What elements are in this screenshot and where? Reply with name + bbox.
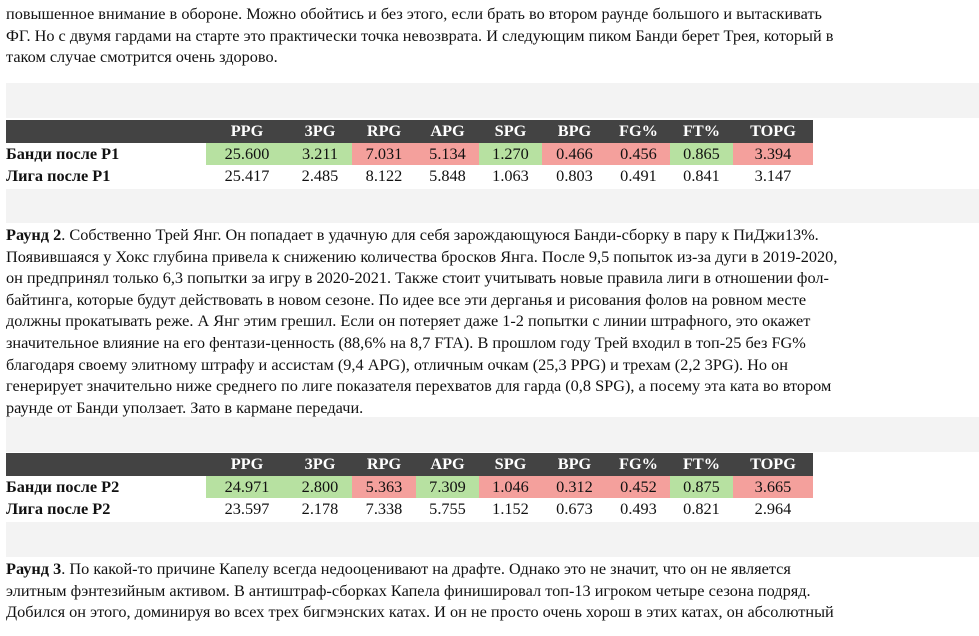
header-cell: APG: [416, 120, 479, 143]
header-cell: FG%: [607, 453, 670, 476]
round-2-line: байтинга, которые будут действовать в новом сезоне. По идее все эти дерганья и рисования фолов на ровном месте: [6, 289, 807, 309]
header-cell: 3PG: [288, 120, 352, 143]
table-row: [6, 165, 813, 188]
round-2-line: должны прокатывать реже. А Янг этим грешил. Если он потеряет даже 1-2 попытки с линии штрафного, это окажет: [6, 311, 811, 331]
header-cell: FT%: [670, 453, 733, 476]
table-header-row: [6, 120, 813, 143]
stat-cell: 2.964: [754, 499, 792, 519]
spacer-band: [6, 83, 979, 118]
stat-cell: 5.363: [352, 476, 416, 499]
round-2-line: Появившаяся у Хокс глубина привела к снижению количества бросков Янга. После 9,5 попыток из-за дуги в 2019-2020,: [6, 246, 838, 266]
header-empty-cell: [6, 120, 206, 143]
header-cell: RPG: [352, 453, 416, 476]
header-cell: TOPG: [733, 453, 813, 476]
stat-cell: 3.147: [754, 166, 792, 186]
round-2-line: . Собственно Трей Янг. Он попадает в удачную для себя зарождающуюся Банди-сборку в пару к ПиДжи13%.: [61, 225, 819, 244]
stat-cell: 2.485: [301, 166, 339, 186]
header-cell: PPG: [206, 120, 288, 143]
header-cell: SPG: [479, 120, 542, 143]
round-3-line: Добился он этого, доминируя во всех трех бигмэнских катах. И он не просто очень хорош в этих катах, он абсолютный: [6, 602, 834, 622]
header-cell: FG%: [607, 120, 670, 143]
table-row: [6, 498, 813, 521]
header-cell: RPG: [352, 120, 416, 143]
intro-line-2: ФГ. Но с двумя гардами на старте это практически точка невозврата. И следующим пиком Банди берет Трея, который в: [6, 25, 834, 45]
stat-cell: 0.452: [607, 476, 670, 499]
round-3-paragraph: [6, 558, 976, 623]
round-2-line: генерирует значительно ниже среднего по лиге показателя перехватов для гарда (0,8 SPG), а посему эта ката во втором: [6, 376, 832, 396]
round-2-line: он предпринял только 6,3 попытки за игру в 2020-2021. Также стоит учитывать новые правила лиги в отношении фол-: [6, 268, 829, 288]
stat-cell: 1.152: [492, 499, 529, 519]
spacer-band: [6, 189, 979, 223]
header-empty-cell: [6, 453, 206, 476]
stat-cell: 25.600: [206, 143, 288, 166]
stat-cell: 0.673: [556, 499, 593, 519]
stat-cell: 25.417: [224, 166, 270, 186]
round-3-title: Раунд 3: [6, 559, 62, 578]
stat-cell: 0.312: [542, 476, 607, 499]
stat-cell: 24.971: [206, 476, 288, 499]
row-label: Лига после Р2: [6, 499, 111, 519]
round-2-line: значительное влияние на его фентази-ценность (88,6% на 8,7 FTA). В прошлом году Трей входил в топ-25 без FG%: [6, 332, 806, 352]
stat-cell: 1.270: [479, 143, 542, 166]
header-cell: BPG: [542, 120, 607, 143]
table-row: [6, 476, 813, 499]
round-2-paragraph: [6, 224, 976, 418]
stat-cell: 5.755: [429, 499, 466, 519]
header-cell: SPG: [479, 453, 542, 476]
round-2-line: раунде от Банди уползает. Зато в кармане передачи.: [6, 397, 364, 417]
stat-cell: 0.803: [556, 166, 593, 186]
header-cell: TOPG: [733, 120, 813, 143]
stat-cell: 5.848: [429, 166, 466, 186]
stat-cell: 0.841: [683, 166, 720, 186]
row-label: Банди после Р1: [6, 143, 120, 163]
intro-line-3: таком случае смотрится очень здорово.: [6, 47, 278, 67]
stat-cell: 3.394: [733, 143, 813, 166]
header-cell: APG: [416, 453, 479, 476]
stat-cell: 0.493: [620, 499, 657, 519]
stat-cell: 7.309: [416, 476, 479, 499]
round-3-line: . По какой-то причине Капелу всегда недооценивают на драфте. Однако это не значит, что он не является: [61, 559, 791, 578]
header-cell: PPG: [206, 453, 288, 476]
stat-cell: 2.178: [301, 499, 339, 519]
stat-cell: 1.063: [492, 166, 529, 186]
stat-cell: 3.211: [288, 143, 352, 166]
spacer-band: [6, 417, 979, 452]
intro-paragraph: [6, 3, 976, 68]
stat-cell: 0.491: [620, 166, 657, 186]
table-row: [6, 143, 813, 166]
stat-cell: 8.122: [365, 166, 403, 186]
intro-line-1: повышенное внимание в обороне. Можно обойтись и без этого, если брать во втором раунде большого и вытаскивать: [6, 4, 822, 23]
stat-cell: 3.665: [733, 476, 813, 499]
spacer-band: [6, 522, 979, 557]
row-label: Банди после Р2: [6, 476, 120, 496]
row-label: Лига после Р1: [6, 166, 111, 186]
stat-cell: 7.338: [365, 499, 403, 519]
round-2-title: Раунд 2: [6, 225, 62, 244]
stat-cell: 5.134: [416, 143, 479, 166]
stat-cell: 23.597: [224, 499, 270, 519]
round-2-line: благодаря своему элитному штрафу и ассистам (9,4 APG), отличным очкам (25,3 PPG) и трехам (2,2 3PG). Но он: [6, 354, 788, 374]
stat-cell: 0.821: [683, 499, 720, 519]
stat-cell: 1.046: [479, 476, 542, 499]
table-header-row: [6, 453, 813, 476]
header-cell: FT%: [670, 120, 733, 143]
header-cell: BPG: [542, 453, 607, 476]
stat-cell: 0.456: [607, 143, 670, 166]
stat-cell: 7.031: [352, 143, 416, 166]
stat-cell: 2.800: [288, 476, 352, 499]
header-cell: 3PG: [288, 453, 352, 476]
stats-table-round-2: [6, 453, 813, 521]
round-3-line: элитным фэнтезийным активом. В антиштраф-сборках Капела финишировал топ-13 игроком четыре сезона подряд.: [6, 580, 811, 600]
stats-table-round-1: [6, 120, 813, 188]
stat-cell: 0.865: [670, 143, 733, 166]
stat-cell: 0.875: [670, 476, 733, 499]
stat-cell: 0.466: [542, 143, 607, 166]
